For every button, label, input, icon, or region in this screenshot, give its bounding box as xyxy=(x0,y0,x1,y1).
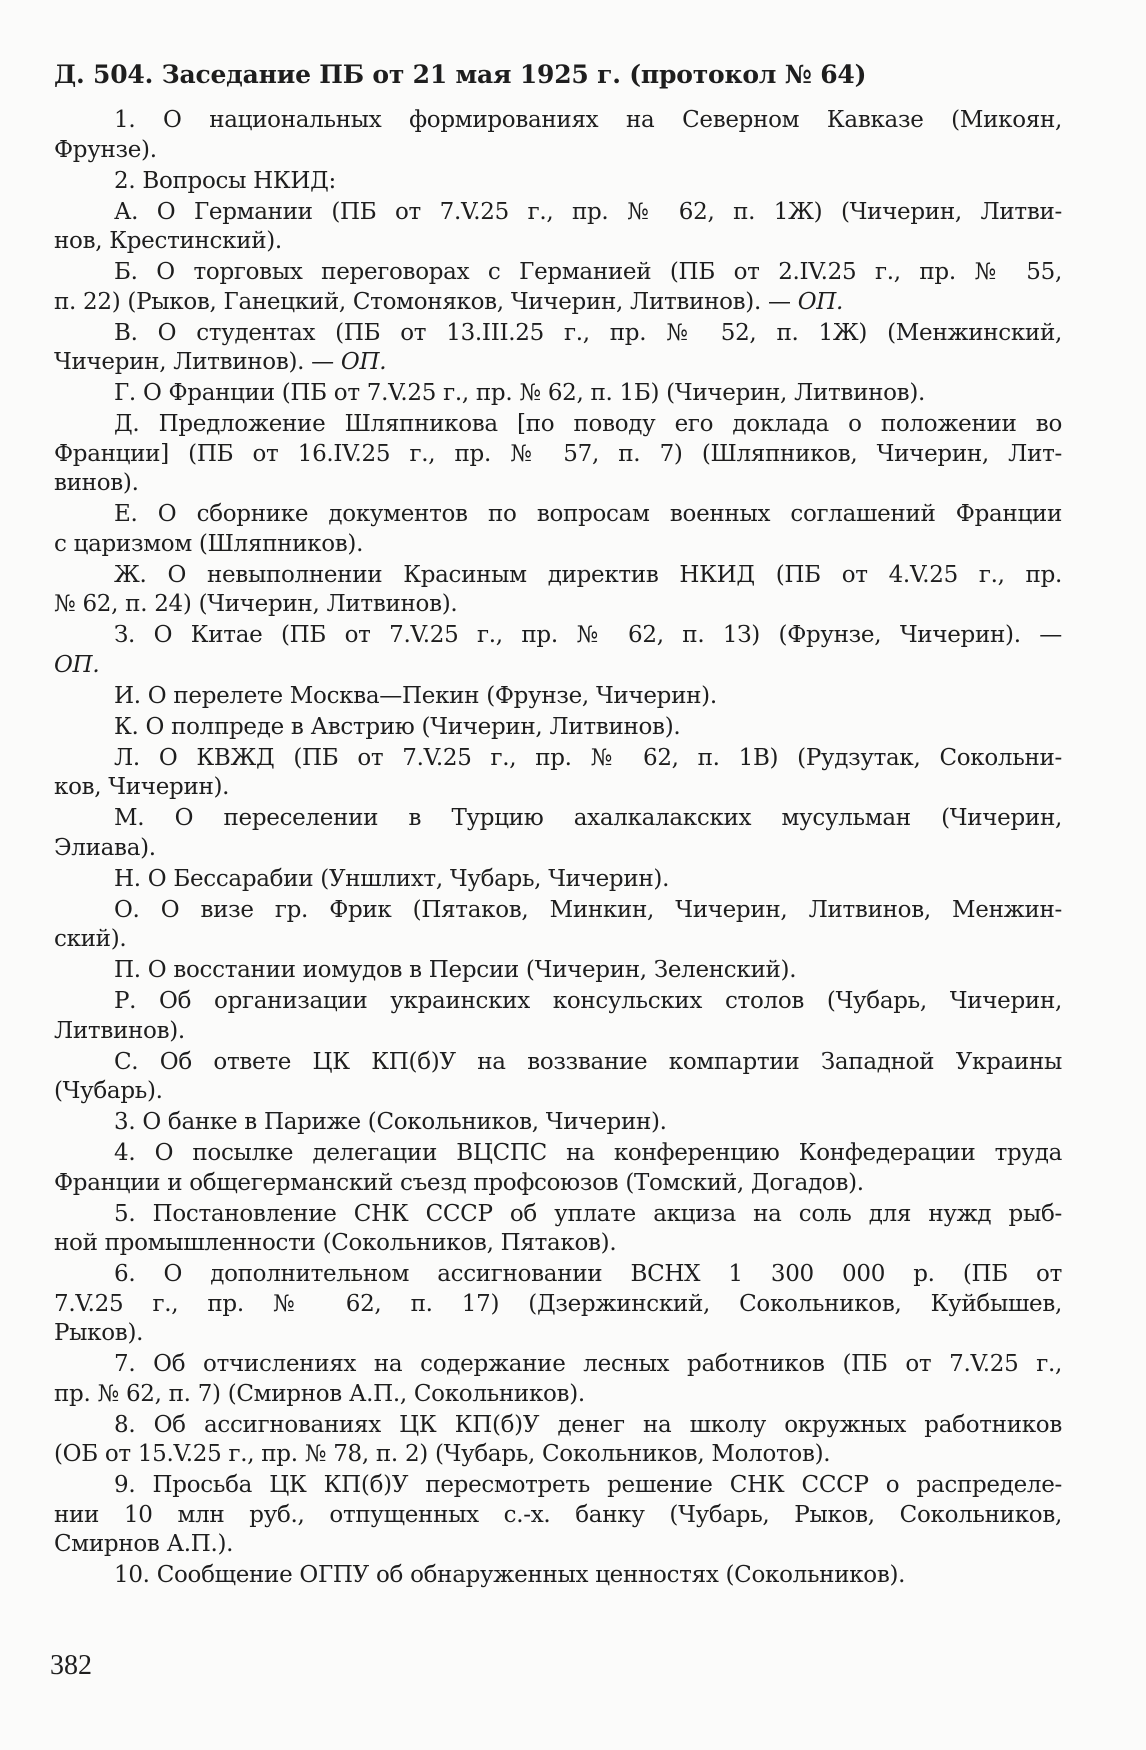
text-line xyxy=(54,1048,1062,1078)
text-line xyxy=(54,925,1062,955)
text-line xyxy=(54,198,1062,228)
text-line xyxy=(54,500,1062,530)
line-text: (Чубарь). xyxy=(54,1078,163,1104)
text-line xyxy=(54,1077,1062,1107)
text-line xyxy=(54,1350,1062,1380)
text-line xyxy=(54,1440,1062,1470)
line-text: с царизмом (Шляпников). xyxy=(54,530,364,557)
agenda-item xyxy=(54,500,1062,559)
agenda-item xyxy=(54,1471,1062,1560)
line-text: 10. Сообщение ОГПУ об обнаруженных ценностях (Сокольников). xyxy=(114,1562,906,1588)
agenda-item xyxy=(54,804,1062,863)
line-text: 3. О банке в Париже (Сокольников, Чичерин). xyxy=(114,1109,667,1135)
text-line xyxy=(54,1561,1062,1591)
line-text: Г. О Франции (ПБ от 7.V.25 г., пр. № 62, п. 1Б) (Чичерин, Литвинов). xyxy=(114,380,926,406)
agenda-item xyxy=(54,106,1062,165)
line-text: З. О Китае (ПБ от 7.V.25 г., пр. № 62, п. 1З) (Фрунзе, Чичерин). — xyxy=(114,622,1062,648)
agenda-item xyxy=(54,258,1062,317)
text-line xyxy=(54,379,1062,409)
agenda-item xyxy=(54,1561,1062,1591)
agenda-item xyxy=(54,319,1062,378)
line-text: Франции] (ПБ от 16.IV.25 г., пр. № 57, п. 7) (Шляпников, Чичерин, Лит- xyxy=(54,440,1062,467)
line-text: Е. О сборнике документов по вопросам военных соглашений Франции xyxy=(114,501,1062,527)
line-text: 8. Об ассигнованиях ЦК КП(б)У денег на школу окружных работников xyxy=(114,1411,1062,1438)
document-page xyxy=(54,58,1062,1592)
agenda-item xyxy=(54,865,1062,895)
line-text: Б. О торговых переговорах с Германией (ПБ от 2.IV.25 г., пр. № 55, xyxy=(114,259,1062,285)
line-text: С. Об ответе ЦК КП(б)У на воззвание компартии Западной Украины xyxy=(114,1048,1062,1075)
line-text: Чичерин, Литвинов). — xyxy=(54,349,341,375)
agenda-item xyxy=(54,744,1062,803)
line-text: В. О студентах (ПБ от 13.III.25 г., пр. № 52, п. 1Ж) (Менжинский, xyxy=(114,319,1062,346)
line-text: № 62, п. 24) (Чичерин, Литвинов). xyxy=(54,591,458,617)
text-line xyxy=(54,319,1062,349)
text-line xyxy=(54,590,1062,620)
line-text: М. О переселении в Турцию ахалкалакских мусульман (Чичерин, xyxy=(114,805,1062,831)
line-text: пр. № 62, п. 7) (Смирнов А.П., Сокольников). xyxy=(54,1380,585,1407)
text-line xyxy=(54,530,1062,560)
text-line xyxy=(54,469,1062,499)
line-text: ков, Чичерин). xyxy=(54,774,230,800)
agenda-item xyxy=(54,561,1062,620)
text-line xyxy=(54,348,1062,378)
text-line xyxy=(54,987,1062,1017)
agenda-item xyxy=(54,956,1062,986)
line-text: Смирнов А.П.). xyxy=(54,1531,234,1557)
line-text: 1. О национальных формированиях на Северном Кавказе (Микоян, xyxy=(114,107,1062,133)
text-line xyxy=(54,834,1062,864)
text-line xyxy=(54,713,1062,743)
text-line xyxy=(54,288,1062,318)
line-text: Фрунзе). xyxy=(54,136,157,163)
text-line xyxy=(54,804,1062,834)
line-text: ский). xyxy=(54,926,127,952)
line-text: П. О восстании иомудов в Персии (Чичерин, Зеленский). xyxy=(114,957,797,983)
line-text: п. 22) (Рыков, Ганецкий, Стомоняков, Чичерин, Литвинов). — xyxy=(54,288,798,315)
agenda-item xyxy=(54,1411,1062,1470)
agenda-item xyxy=(54,198,1062,257)
italic-note: ОП. xyxy=(54,651,100,678)
text-line xyxy=(54,865,1062,895)
line-text: К. О полпреде в Австрию (Чичерин, Литвинов). xyxy=(114,713,681,740)
line-text: 7.V.25 г., пр. № 62, п. 17) (Дзержинский, Сокольников, Куйбышев, xyxy=(54,1290,1062,1317)
text-line xyxy=(54,1169,1062,1199)
line-text: Ж. О невыполнении Красиным директив НКИД (ПБ от 4.V.25 г., пр. xyxy=(114,561,1062,588)
agenda-item xyxy=(54,987,1062,1046)
text-line xyxy=(54,1260,1062,1290)
text-line xyxy=(54,561,1062,591)
text-line xyxy=(54,410,1062,440)
agenda-item xyxy=(54,682,1062,712)
text-line xyxy=(54,1530,1062,1560)
line-text: 2. Вопросы НКИД: xyxy=(114,167,336,194)
line-text: 9. Просьба ЦК КП(б)У пересмотреть решение СНК СССР о распределе- xyxy=(114,1472,1062,1498)
text-line xyxy=(54,1017,1062,1047)
agenda-item xyxy=(54,1108,1062,1138)
line-text: Р. Об организации украинских консульских столов (Чубарь, Чичерин, xyxy=(114,988,1062,1014)
line-text: 5. Постановление СНК СССР об уплате акциза на соль для нужд рыб- xyxy=(114,1200,1062,1227)
agenda-item xyxy=(54,713,1062,743)
text-line xyxy=(54,1319,1062,1349)
text-line xyxy=(54,1471,1062,1501)
agenda-item xyxy=(54,379,1062,409)
line-text: нов, Крестинский). xyxy=(54,228,282,254)
italic-note: ОП. xyxy=(797,288,844,315)
line-text: Рыков). xyxy=(54,1320,144,1346)
text-line xyxy=(54,896,1062,926)
line-text: нии 10 млн руб., отпущенных с.-х. банку (Чубарь, Рыков, Сокольников, xyxy=(54,1501,1062,1528)
line-text: ной промышленности (Сокольников, Пятаков). xyxy=(54,1230,617,1256)
text-line xyxy=(54,682,1062,712)
line-text: Д. Предложение Шляпникова [по поводу его доклада о положении во xyxy=(114,411,1062,437)
agenda-item xyxy=(54,1350,1062,1409)
text-line xyxy=(54,651,1062,681)
agenda-item xyxy=(54,167,1062,197)
text-line xyxy=(54,1229,1062,1259)
text-line xyxy=(54,1411,1062,1441)
text-line xyxy=(54,136,1062,166)
text-line xyxy=(54,1380,1062,1410)
agenda-item xyxy=(54,1048,1062,1107)
line-text: Элиава). xyxy=(54,834,156,861)
line-text: О. О визе гр. Фрик (Пятаков, Минкин, Чичерин, Литвинов, Менжин- xyxy=(114,896,1062,923)
text-line xyxy=(54,956,1062,986)
agenda-item xyxy=(54,1200,1062,1259)
line-text: винов). xyxy=(54,470,139,496)
text-line xyxy=(54,1139,1062,1169)
text-line xyxy=(54,440,1062,470)
text-line xyxy=(54,744,1062,774)
text-line xyxy=(54,258,1062,288)
line-text: Франции и общегерманский съезд профсоюзов (Томский, Догадов). xyxy=(54,1169,864,1196)
text-line xyxy=(54,106,1062,136)
agenda-item xyxy=(54,410,1062,499)
line-text: 6. О дополнительном ассигновании ВСНХ 1 300 000 р. (ПБ от xyxy=(114,1261,1062,1287)
line-text: 4. О посылке делегации ВЦСПС на конференцию Конфедерации труда xyxy=(114,1140,1062,1166)
text-line xyxy=(54,227,1062,257)
page-number: 382 xyxy=(50,1650,92,1681)
line-text: Литвинов). xyxy=(54,1017,185,1044)
text-line xyxy=(54,1108,1062,1138)
agenda-item xyxy=(54,621,1062,680)
italic-note: ОП. xyxy=(340,349,387,375)
agenda-item xyxy=(54,1260,1062,1349)
text-line xyxy=(54,1290,1062,1320)
line-text: А. О Германии (ПБ от 7.V.25 г., пр. № 62, п. 1Ж) (Чичерин, Литви- xyxy=(114,198,1062,225)
line-text: И. О перелете Москва—Пекин (Фрунзе, Чичерин). xyxy=(114,682,717,709)
text-line xyxy=(54,1200,1062,1230)
text-line xyxy=(54,167,1062,197)
agenda-item xyxy=(54,896,1062,955)
line-text: Л. О КВЖД (ПБ от 7.V.25 г., пр. № 62, п. 1В) (Рудзутак, Сокольни- xyxy=(114,744,1062,771)
agenda-item xyxy=(54,1139,1062,1198)
text-line xyxy=(54,621,1062,651)
line-text: Н. О Бессарабии (Уншлихт, Чубарь, Чичерин). xyxy=(114,865,670,892)
protocol-items xyxy=(54,106,1062,1591)
text-line xyxy=(54,773,1062,803)
text-line xyxy=(54,1501,1062,1531)
line-text: 7. Об отчислениях на содержание лесных работников (ПБ от 7.V.25 г., xyxy=(114,1351,1062,1377)
document-title: Д. 504. Заседание ПБ от 21 мая 1925 г. (протокол № 64) xyxy=(54,60,867,89)
line-text: (ОБ от 15.V.25 г., пр. № 78, п. 2) (Чубарь, Сокольников, Молотов). xyxy=(54,1441,831,1467)
